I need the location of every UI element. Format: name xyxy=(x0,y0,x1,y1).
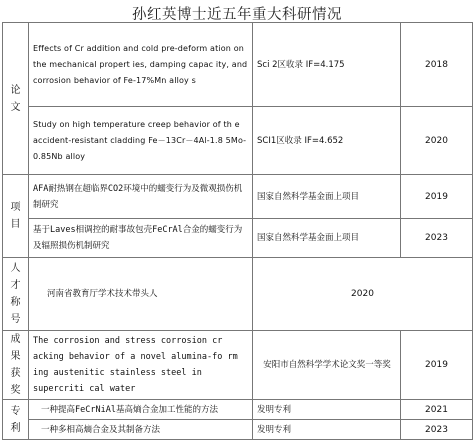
table-row xyxy=(3,331,473,400)
honor-title: 河南省教育厅学术技术带头人 xyxy=(29,258,253,331)
category-label xyxy=(3,82,28,116)
table-row xyxy=(3,107,473,175)
category-label xyxy=(3,403,28,437)
award-year: 2019 xyxy=(401,331,473,400)
patent-type: 发明专利 xyxy=(253,420,401,440)
table-row xyxy=(3,175,473,219)
category-char: 获 xyxy=(10,368,21,379)
patent-type: 发明专利 xyxy=(253,400,401,420)
category-char: 号 xyxy=(10,314,21,325)
category-label xyxy=(3,199,28,233)
project-year: 2023 xyxy=(401,219,473,258)
project-type: 国家自然科学基金面上项目 xyxy=(253,219,401,258)
category-char: 奖 xyxy=(10,385,21,396)
category-awards xyxy=(3,331,29,400)
project-type: 国家自然科学基金面上项目 xyxy=(253,175,401,219)
project-year: 2019 xyxy=(401,175,473,219)
category-char: 称 xyxy=(10,297,21,308)
category-projects xyxy=(3,175,29,258)
category-char: 文 xyxy=(10,101,21,113)
category-papers xyxy=(3,23,29,175)
paper-title: Study on high temperature creep behavior of th e accident-resistant cladding Fe－13Cr－4Al-1.8 5Mo-0.85Nb alloy xyxy=(29,107,253,175)
category-label xyxy=(3,331,28,399)
patent-title: 一种提高FeCrNiAl基高熵合金加工性能的方法 xyxy=(29,400,253,420)
patent-year: 2021 xyxy=(401,400,473,420)
project-title: 基于Laves相调控的耐事故包壳FeCrAl合金的蠕变行为及辐照损伤机制研究 xyxy=(29,219,253,258)
table-row xyxy=(3,219,473,258)
category-honors xyxy=(3,258,29,331)
award-type: 安阳市自然科学学术论文奖一等奖 xyxy=(253,331,401,400)
table-row xyxy=(3,400,473,420)
paper-index: SCI1区收录 IF=4.652 xyxy=(253,107,401,175)
category-char: 果 xyxy=(10,351,21,362)
category-label xyxy=(3,260,28,328)
category-char: 目 xyxy=(10,219,21,230)
page-title: 孙红英博士近五年重大科研情况 xyxy=(132,7,342,23)
honor-year: 2020 xyxy=(253,258,473,331)
category-char: 项 xyxy=(10,202,21,213)
table-row xyxy=(3,258,473,331)
patent-title: 一种多相高熵合金及其制备方法 xyxy=(29,420,253,440)
project-title: AFA耐热钢在超临界CO2环境中的蠕变行为及微观损伤机制研究 xyxy=(29,175,253,219)
award-title: The corrosion and stress corrosion cr acking behavior of a novel alumina-fo rm ing austenitic stainless steel in supercriti cal water xyxy=(29,331,253,400)
category-patents xyxy=(3,400,29,440)
category-char: 成 xyxy=(10,334,21,345)
paper-year: 2020 xyxy=(401,107,473,175)
research-table xyxy=(2,22,473,440)
paper-year: 2018 xyxy=(401,23,473,107)
category-char: 论 xyxy=(10,84,21,96)
table-row xyxy=(3,420,473,440)
paper-index: Sci 2区收录 IF=4.175 xyxy=(253,23,401,107)
table-row xyxy=(3,23,473,107)
category-char: 专 xyxy=(10,405,21,417)
category-char: 才 xyxy=(10,280,21,291)
patent-year: 2023 xyxy=(401,420,473,440)
paper-title: Effects of Cr addition and cold pre-deform ation on the mechanical propert ies, damping capac ity, and corrosion behavior of Fe-17%Mn alloy s xyxy=(29,23,253,107)
category-char: 利 xyxy=(10,422,21,434)
category-char: 人 xyxy=(10,263,21,274)
